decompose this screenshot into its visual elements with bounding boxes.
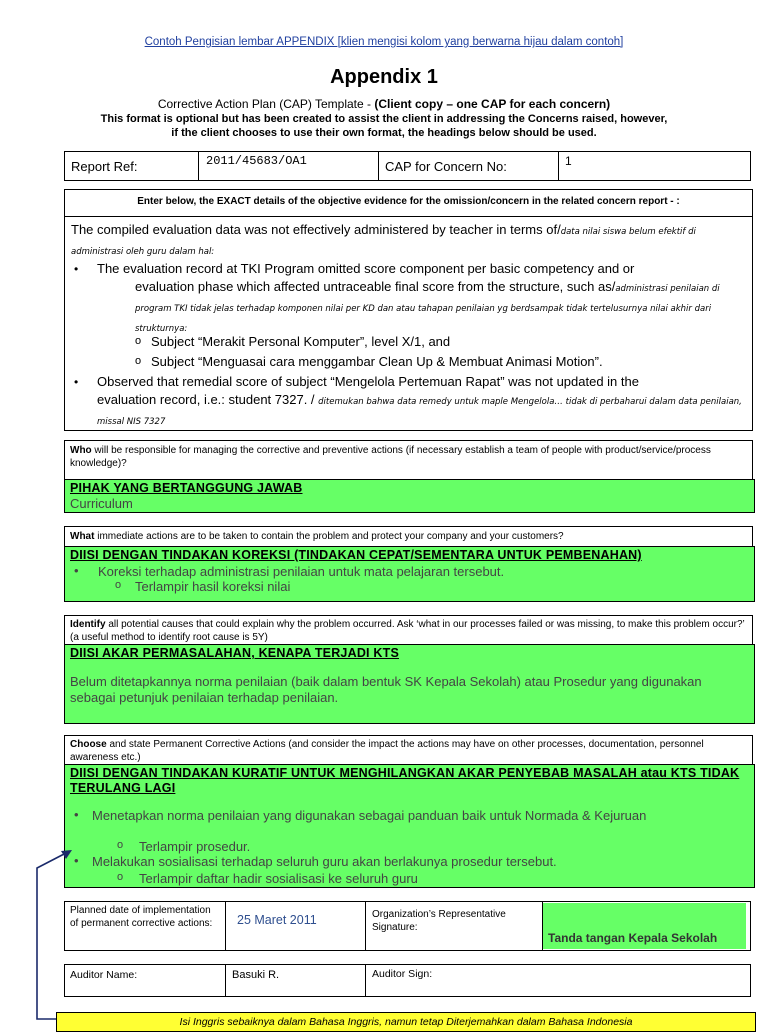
cap-concern-value[interactable]: 1	[565, 154, 572, 168]
identify-answer-text: Belum ditetapkannya norma penilaian (baik dalam bentuk SK Kepala Sekolah) atau Prosedur yang digunakan sebagai petunjuk penilaian terhadap penilaian.	[70, 674, 702, 705]
bullet-dot: •	[74, 262, 79, 276]
what-answer-sub: Terlampir hasil koreksi nilai	[135, 579, 291, 594]
who-answer-text: Curriculum	[70, 496, 133, 511]
bullet-dot: •	[74, 375, 79, 389]
evidence-intro-handnote: data nilai siswa belum efektif di administrasi oleh guru dalam hal:	[71, 227, 696, 257]
rep-signature-label: Organization’s Representative Signature:	[372, 909, 506, 933]
auditor-name-label: Auditor Name:	[70, 969, 138, 981]
footer-note-text: Isi Inggris sebaiknya dalam Bahasa Inggris, namun tetap Diterjemahkan dalam Bahasa Indonesia	[179, 1016, 633, 1028]
choose-label: Choose	[70, 739, 107, 750]
cap-concern-label: CAP for Concern No:	[385, 159, 507, 174]
format-note-line1: This format is optional but has been created to assist the client in addressing the Concerns raised, however,	[100, 113, 668, 125]
choose-answer-sub1: Terlampir prosedur.	[139, 839, 251, 854]
evidence-bullet1-handnote: administrasi penilaian di program TKI tidak jelas terhadap komponen nilai per KD dan atau tahapan penilaian yg berdsampak tidak tertelusurnya nilai akhir dari strukturnya:	[135, 284, 720, 334]
evidence-bullet2-line2: evaluation record, i.e.: student 7327. /	[97, 392, 315, 407]
planned-date-value[interactable]: 25 Maret 2011	[237, 913, 317, 927]
format-note-line2: if the client chooses to use their own format, the headings below should be used.	[171, 127, 597, 139]
choose-description: and state Permanent Corrective Actions (and consider the impact the actions may have on other processes, documentation, personnel awareness etc.)	[70, 739, 704, 763]
sub-bullet-circle: o	[117, 871, 124, 883]
rep-signature-value: Tanda tangan Kepala Sekolah	[548, 931, 718, 945]
what-answer-bullet: Koreksi terhadap administrasi penilaian untuk mata pelajaran tersebut.	[98, 564, 505, 579]
report-ref-value[interactable]: 2011/45683/OA1	[206, 154, 307, 168]
identify-description: all potential causes that could explain why the problem occurred. Ask ‘what in our processes failed or was missing, to make this problem occur?’ (a useful method to identify root cause is 5Y)	[70, 619, 745, 643]
subtitle-plain: Corrective Action Plan (CAP) Template -	[157, 97, 375, 111]
evidence-bullet2-handnote: ditemukan bahwa data remedy untuk maple Mengelola… tidak di perbaharui dalam data penilaian, missal NIS 7327	[97, 397, 742, 427]
choose-answer-bullet2: Melakukan sosialisasi terhadap seluruh guru akan berlakunya prosedur tersebut.	[92, 854, 557, 869]
bullet-dot: •	[74, 563, 79, 578]
who-answer-heading: PIHAK YANG BERTANGGUNG JAWAB	[70, 481, 303, 495]
choose-answer-heading: DIISI DENGAN TINDAKAN KURATIF UNTUK MENGHILANGKAN AKAR PENYEBAB MASALAH atau KTS TIDAK TERULANG LAGI	[70, 766, 740, 795]
auditor-sign-label: Auditor Sign:	[372, 968, 433, 980]
evidence-bullet1-line1: The evaluation record at TKI Program omitted score component per basic competency and or	[97, 261, 635, 276]
identify-answer-heading: DIISI AKAR PERMASALAHAN, KENAPA TERJADI KTS	[70, 646, 399, 660]
sub-bullet-circle: o	[135, 355, 142, 367]
choose-answer-sub2: Terlampir daftar hadir sosialisasi ke seluruh guru	[139, 871, 418, 886]
evidence-sub2: Subject “Menguasai cara menggambar Clean Up & Membuat Animasi Motion”.	[151, 354, 603, 369]
top-instruction-link[interactable]: Contoh Pengisian lembar APPENDIX [klien mengisi kolom yang berwarna hijau dalam contoh]	[144, 36, 624, 48]
report-ref-label: Report Ref:	[71, 159, 138, 174]
bullet-dot: •	[74, 807, 79, 822]
who-label: Who	[70, 445, 92, 456]
sub-bullet-circle: o	[117, 839, 124, 851]
evidence-heading: Enter below, the EXACT details of the objective evidence for the omission/concern in the related concern report - :	[137, 196, 680, 207]
planned-date-label: Planned date of implementation of permanent corrective actions:	[70, 905, 213, 929]
evidence-intro-text: The compiled evaluation data was not effectively administered by teacher in terms of/	[71, 222, 561, 237]
page-title: Appendix 1	[330, 66, 438, 88]
evidence-bullet2-line1: Observed that remedial score of subject “Mengelola Pertemuan Rapat” was not updated in the	[97, 374, 639, 389]
what-label: What	[70, 531, 95, 542]
who-description: will be responsible for managing the corrective and preventive actions (if necessary establish a team of people with product/service/process knowledge)?	[70, 445, 711, 469]
sub-bullet-circle: o	[135, 335, 142, 347]
what-description: immediate actions are to be taken to contain the problem and protect your company and your customers?	[94, 531, 564, 542]
what-answer-heading: DIISI DENGAN TINDAKAN KOREKSI (TINDAKAN CEPAT/SEMENTARA UNTUK PEMBENAHAN)	[70, 548, 642, 562]
subtitle-bold: (Client copy – one CAP for each concern)	[374, 97, 611, 111]
evidence-bullet1-line2: evaluation phase which affected untraceable final score from the structure, such as/	[135, 279, 616, 294]
auditor-name-value[interactable]: Basuki R.	[232, 969, 280, 981]
identify-label: Identify	[70, 619, 106, 630]
choose-answer-bullet1: Menetapkan norma penilaian yang digunakan sebagai panduan baik untuk Normada & Kejuruan	[92, 808, 647, 823]
sub-bullet-circle: o	[115, 579, 122, 591]
bullet-dot: •	[74, 853, 79, 868]
evidence-sub1: Subject “Merakit Personal Komputer”, level X/1, and	[151, 334, 451, 349]
